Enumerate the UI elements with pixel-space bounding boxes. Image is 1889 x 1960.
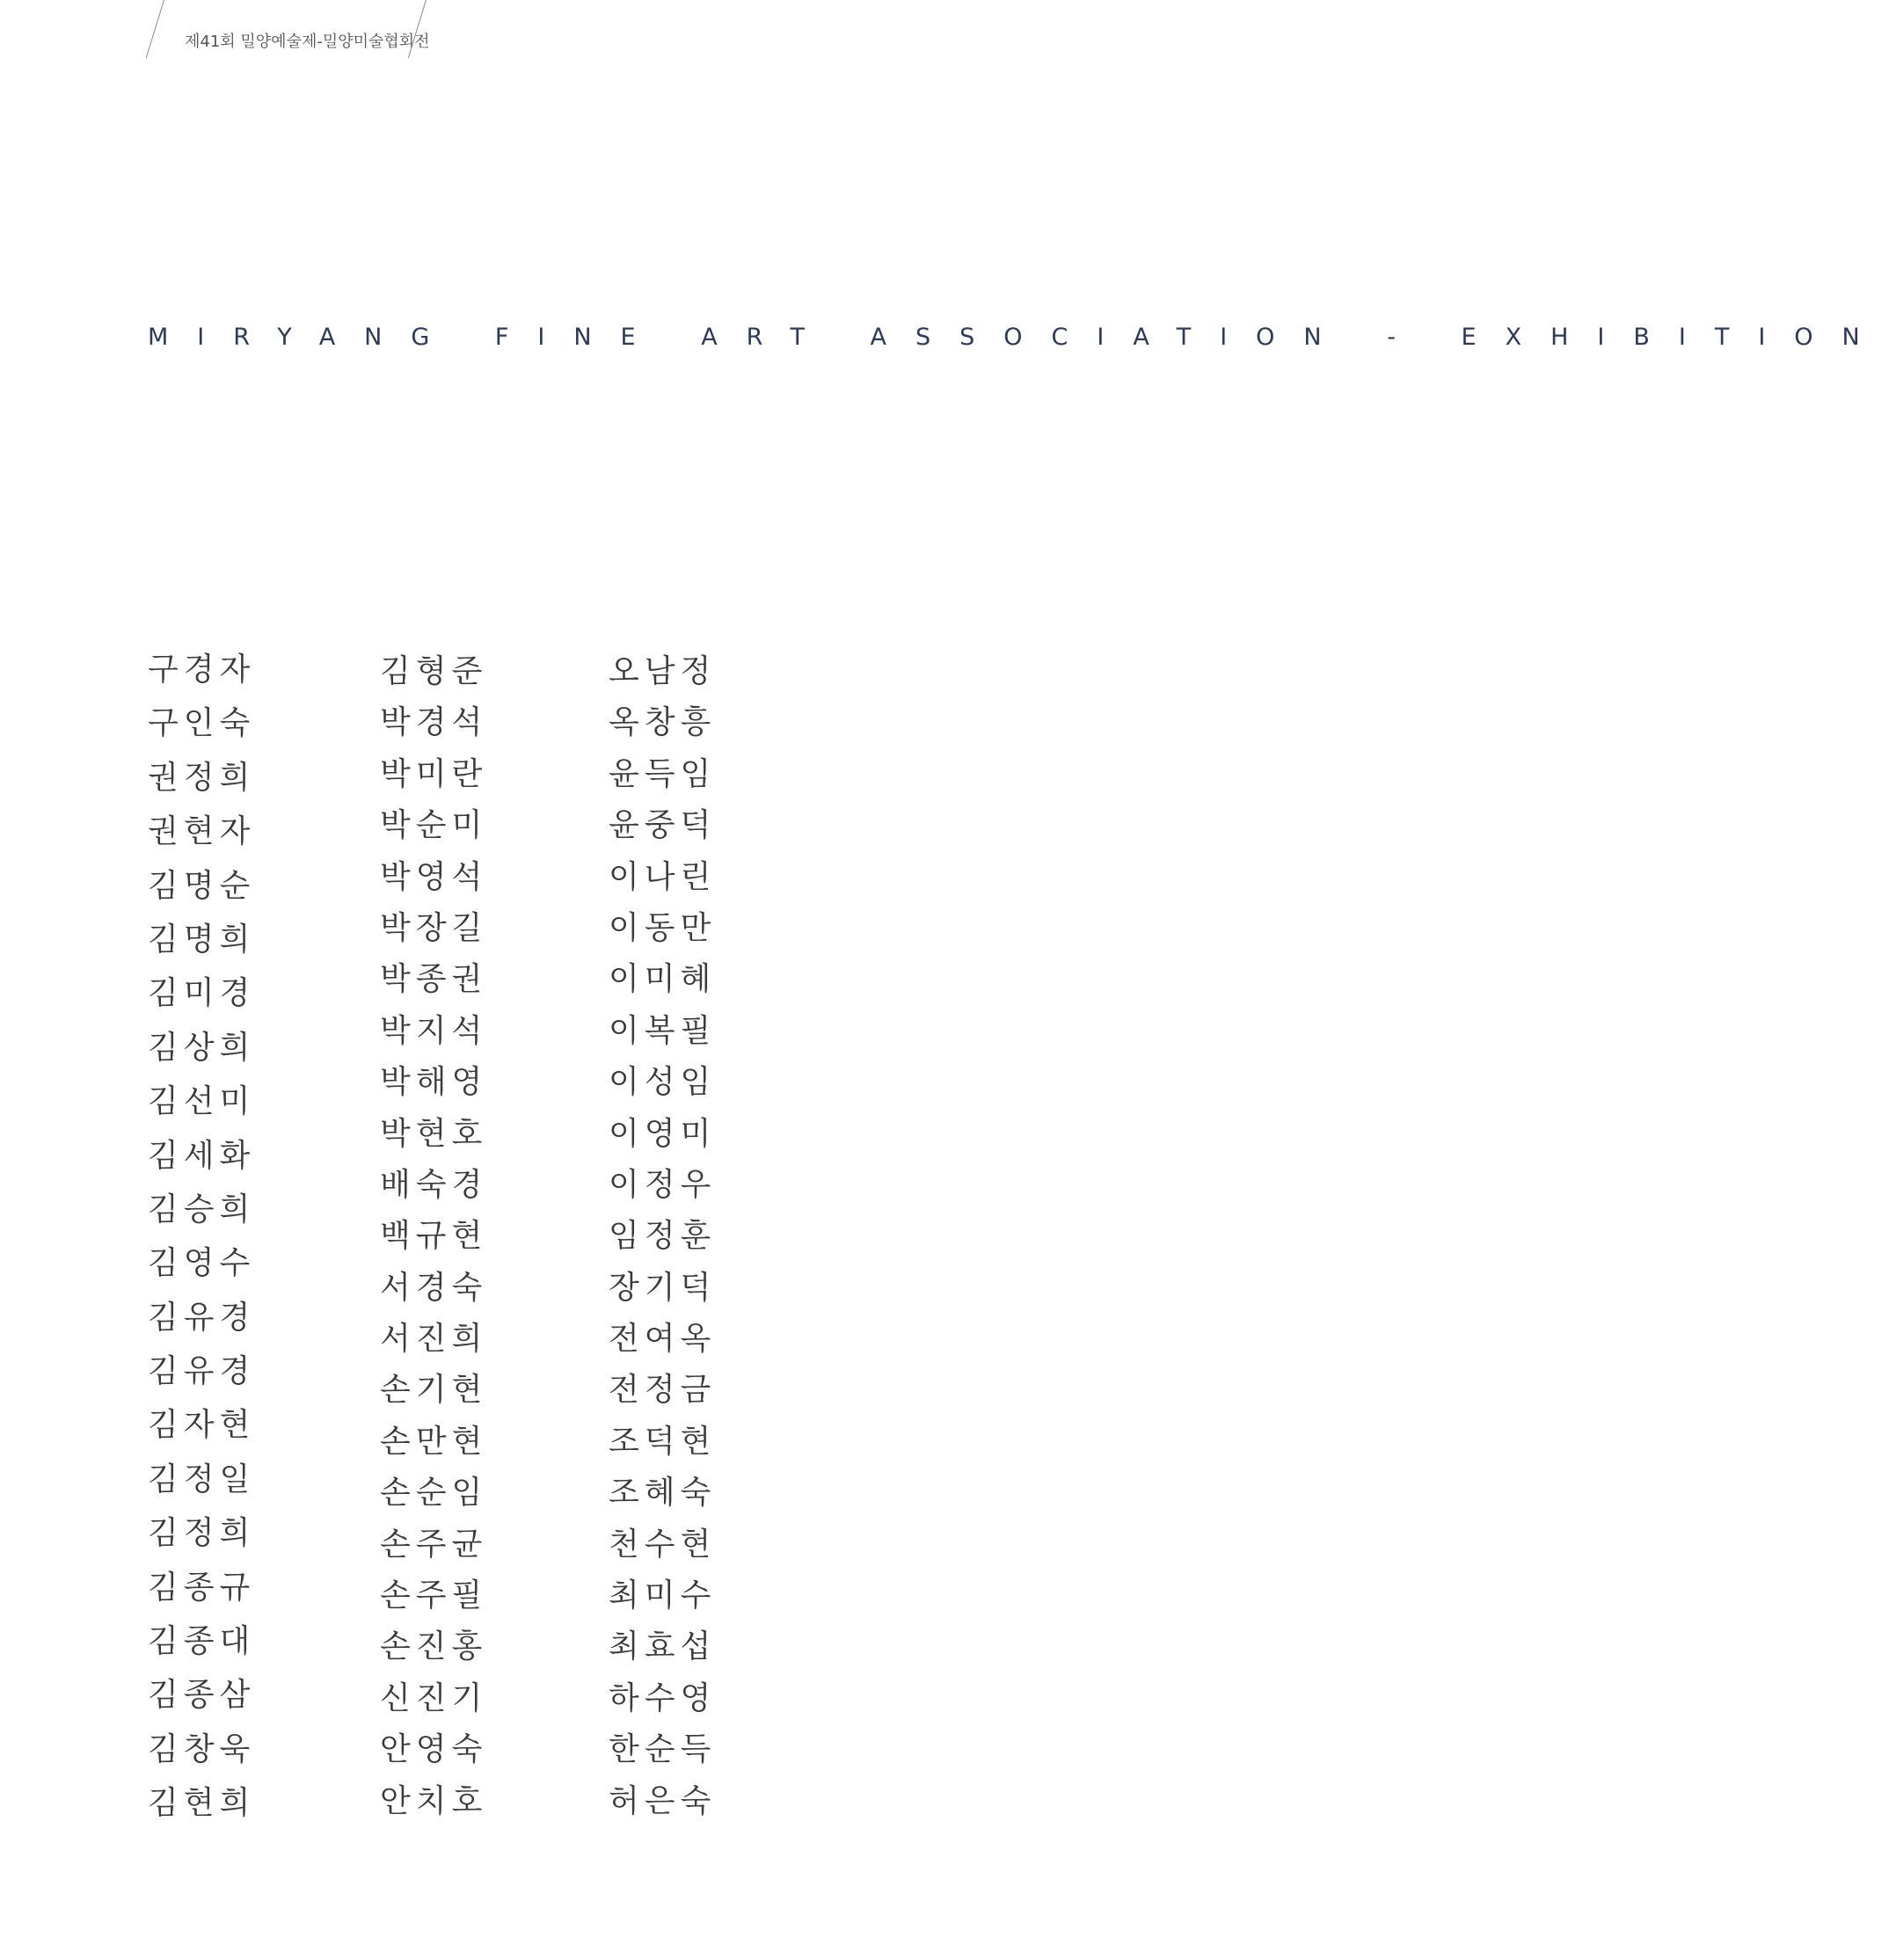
member-name: 이나린	[609, 858, 717, 895]
member-name: 조덕현	[609, 1423, 717, 1460]
member-name: 구경자	[148, 652, 256, 688]
member-name: 이정우	[609, 1166, 717, 1203]
member-name: 김승희	[148, 1191, 256, 1228]
member-name: 김형준	[380, 653, 488, 689]
member-name: 전여옥	[609, 1321, 717, 1358]
member-name: 안치호	[380, 1782, 488, 1819]
member-name: 박해영	[380, 1064, 488, 1101]
page-header	[148, 0, 447, 62]
name-column-1	[148, 654, 255, 1842]
member-name: 김자현	[148, 1407, 256, 1444]
member-name: 이미혜	[609, 961, 717, 998]
member-name: 하수영	[609, 1679, 717, 1716]
member-name: 김종대	[148, 1623, 256, 1660]
member-name: 윤중덕	[609, 807, 717, 844]
member-name: 박미란	[380, 755, 488, 792]
member-name: 손만현	[380, 1423, 488, 1460]
member-name: 장기덕	[609, 1269, 717, 1306]
member-name: 박지석	[380, 1012, 488, 1049]
member-name: 김선미	[148, 1083, 256, 1120]
member-name: 김유경	[148, 1299, 256, 1336]
member-name: 손주균	[380, 1526, 488, 1563]
name-column-2	[380, 653, 488, 1837]
member-name: 구인숙	[148, 705, 256, 742]
member-name: 한순득	[609, 1731, 717, 1768]
member-name: 서진희	[380, 1321, 488, 1358]
member-name: 김명희	[148, 921, 256, 958]
member-name: 김영수	[148, 1245, 256, 1282]
member-name: 김종삼	[148, 1677, 256, 1714]
member-name: 박장길	[380, 909, 488, 946]
member-name: 최효섭	[609, 1628, 717, 1665]
member-name: 이복필	[609, 1012, 717, 1049]
member-name: 김세화	[148, 1137, 256, 1174]
member-name: 임정훈	[609, 1218, 717, 1255]
member-name: 옥창흥	[609, 704, 717, 741]
member-name: 김창욱	[148, 1730, 256, 1767]
member-name: 이영미	[609, 1115, 717, 1152]
member-name: 김정일	[148, 1461, 256, 1497]
member-name: 천수현	[609, 1526, 717, 1563]
member-name: 김종규	[148, 1569, 256, 1606]
member-name: 최미수	[609, 1577, 717, 1614]
member-name: 이성임	[609, 1064, 717, 1101]
member-name: 박순미	[380, 807, 488, 844]
member-name: 박종권	[380, 961, 488, 998]
member-name: 권현자	[148, 813, 256, 850]
member-name: 손순임	[380, 1475, 488, 1512]
name-column-3	[609, 653, 717, 1837]
member-name: 박경석	[380, 704, 488, 741]
member-name: 권정희	[148, 759, 256, 796]
member-name: 서경숙	[380, 1269, 488, 1306]
member-name: 신진기	[380, 1679, 488, 1716]
header-text: 제41회 밀양예술제-밀양미술협회전	[185, 33, 430, 51]
member-name: 김명순	[148, 867, 256, 904]
member-name: 이동만	[609, 909, 717, 946]
member-name: 손주필	[380, 1577, 488, 1614]
member-name: 박영석	[380, 858, 488, 895]
member-name: 손기현	[380, 1372, 488, 1409]
member-name: 백규현	[380, 1218, 488, 1255]
member-name: 박현호	[380, 1115, 488, 1152]
member-name: 김유경	[148, 1353, 256, 1390]
member-name: 김정희	[148, 1515, 256, 1552]
header-divider-left	[146, 0, 169, 58]
member-name: 조혜숙	[609, 1475, 717, 1512]
member-name: 전정금	[609, 1372, 717, 1409]
member-name: 윤득임	[609, 755, 717, 792]
member-name: 김미경	[148, 975, 256, 1012]
page-title: MIRYANG FINE ART ASSOCIATION - EXHIBITION	[148, 324, 1889, 351]
member-name: 손진홍	[380, 1628, 488, 1665]
member-name: 김현희	[148, 1785, 256, 1822]
member-name: 김상희	[148, 1029, 256, 1066]
member-name: 오남정	[609, 653, 717, 689]
member-name: 허은숙	[609, 1782, 717, 1819]
member-name: 배숙경	[380, 1166, 488, 1203]
member-name: 안영숙	[380, 1731, 488, 1768]
